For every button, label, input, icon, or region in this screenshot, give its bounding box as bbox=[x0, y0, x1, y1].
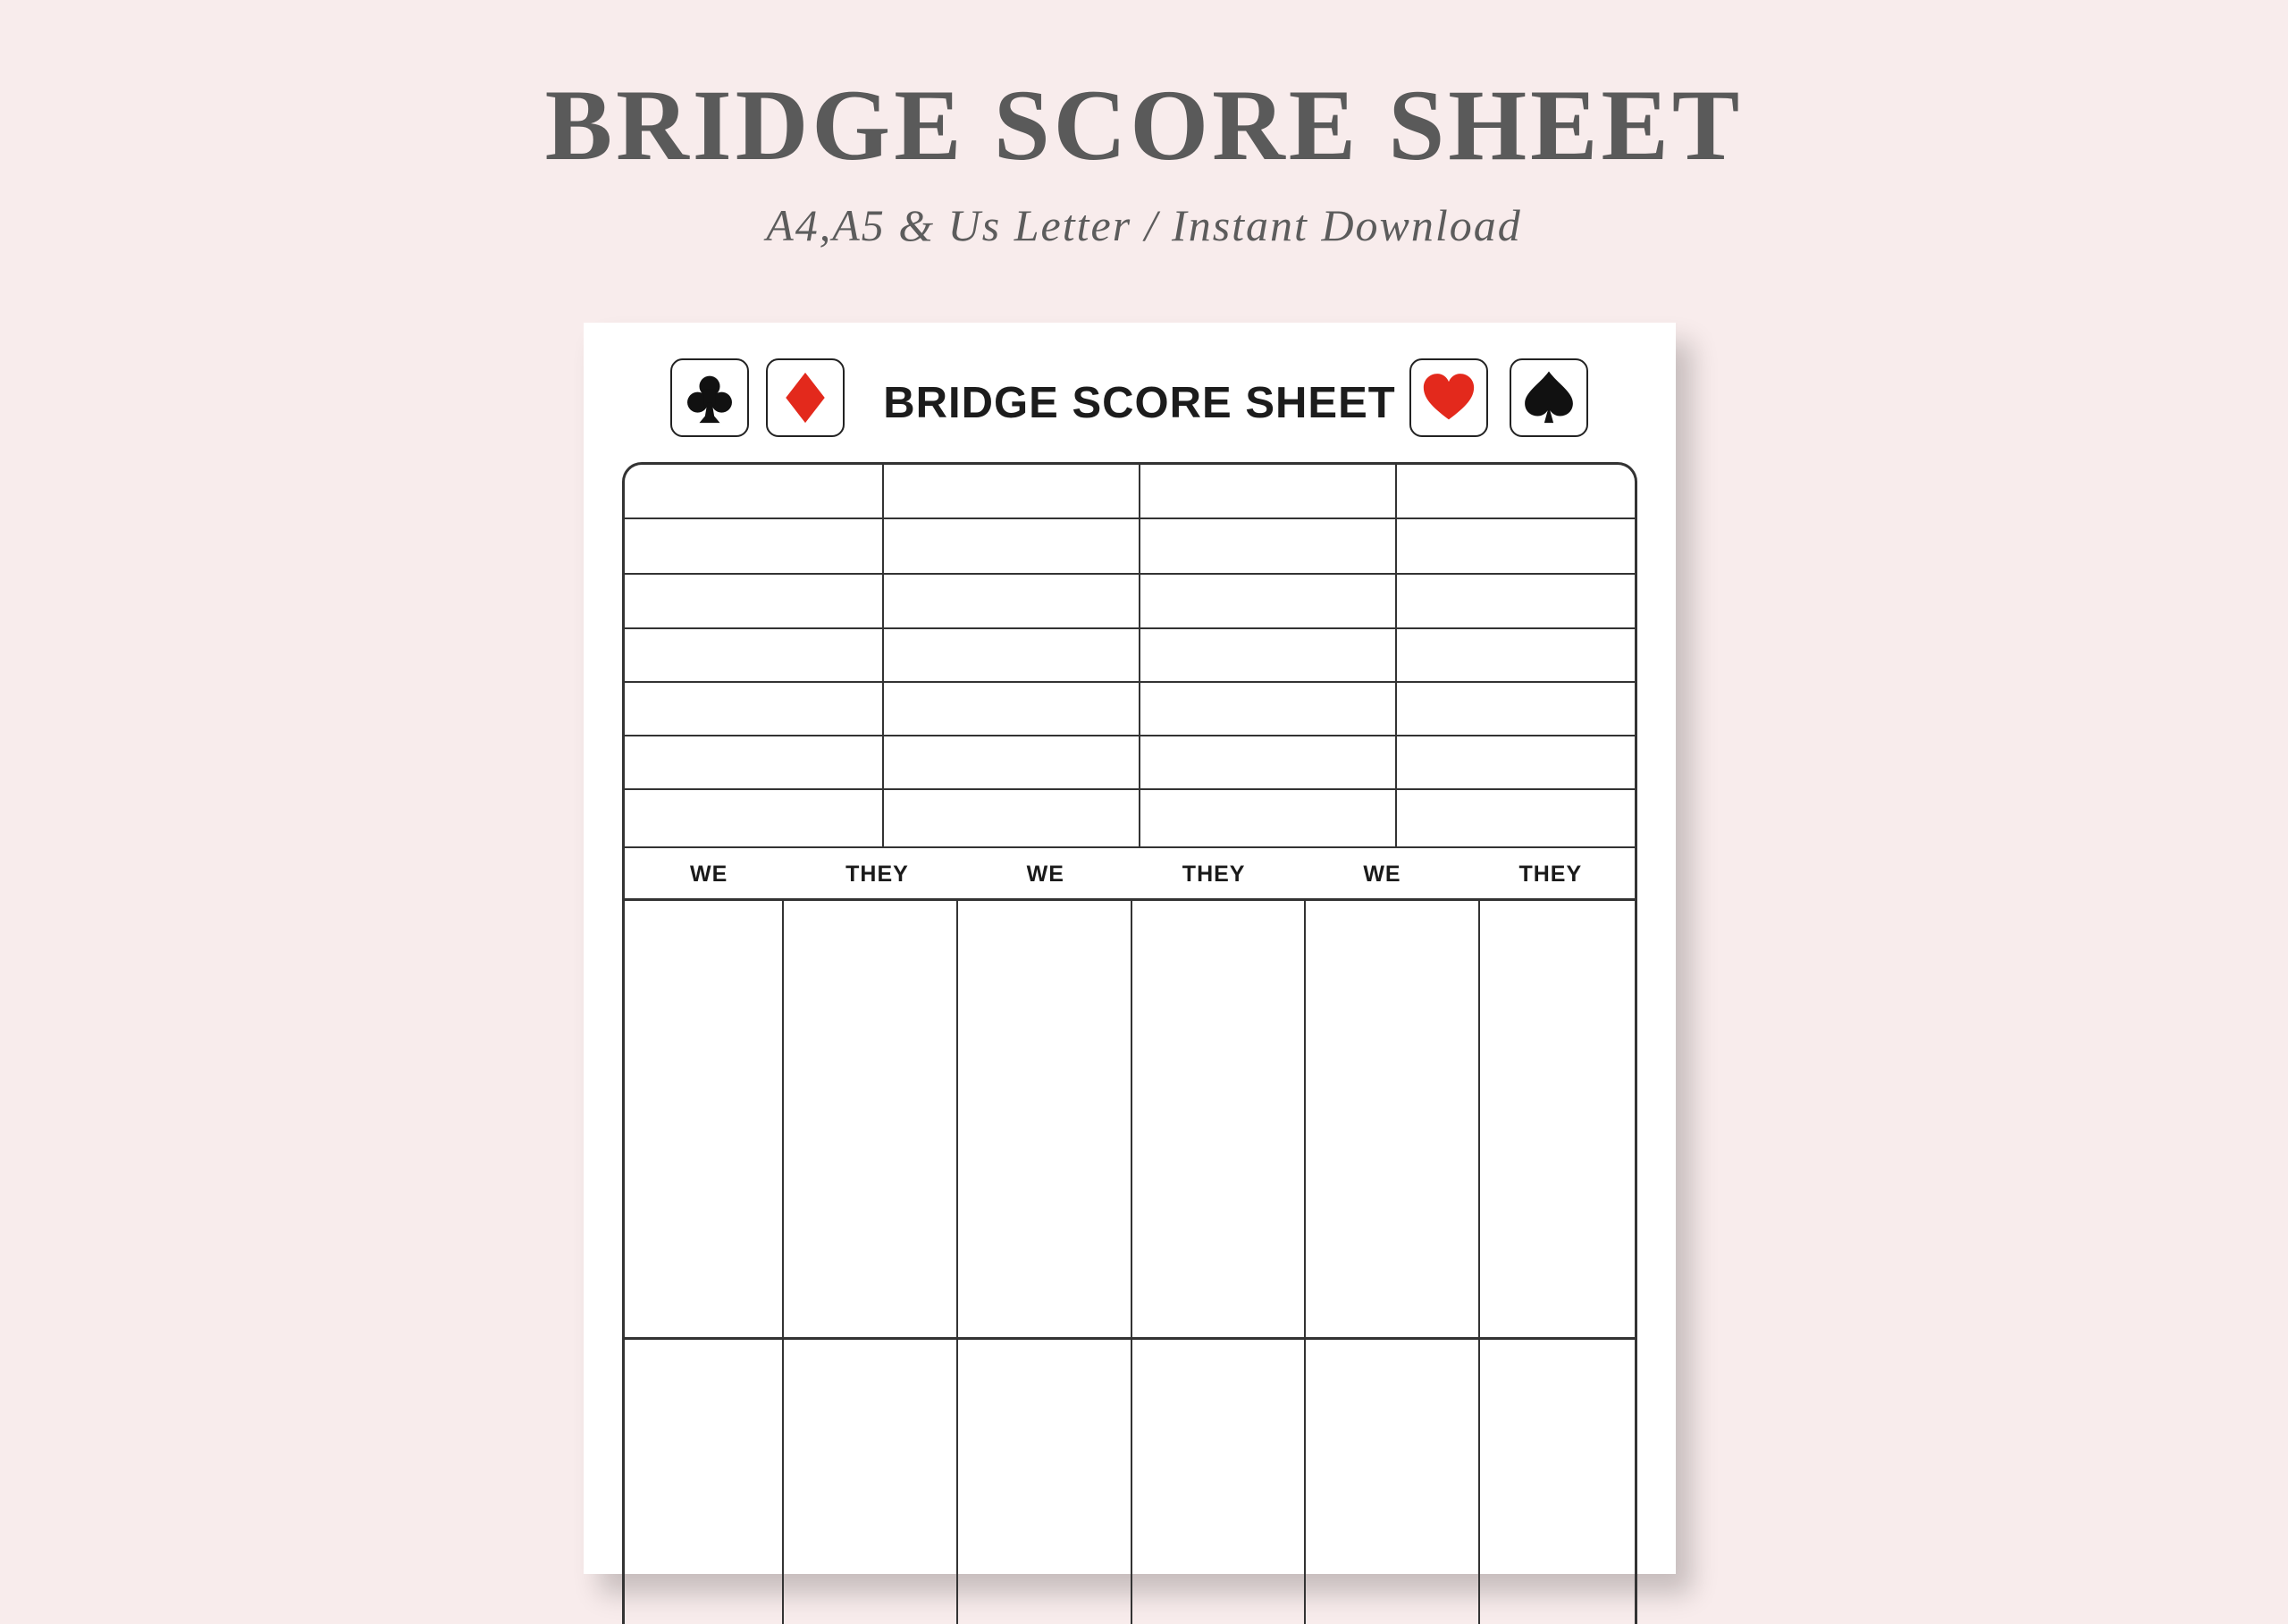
header-row bbox=[625, 629, 1635, 683]
header-cell[interactable] bbox=[625, 575, 884, 627]
header-row bbox=[625, 465, 1635, 519]
header-row bbox=[625, 683, 1635, 736]
header-cell[interactable] bbox=[1140, 629, 1397, 681]
header-cell[interactable] bbox=[1140, 519, 1397, 573]
header-cell[interactable] bbox=[1397, 736, 1635, 788]
score-column[interactable] bbox=[625, 1340, 784, 1624]
header-cell[interactable] bbox=[1397, 465, 1635, 517]
header-cell[interactable] bbox=[625, 519, 884, 573]
score-column[interactable] bbox=[958, 1340, 1132, 1624]
spade-icon bbox=[1510, 358, 1588, 437]
score-column[interactable] bbox=[1480, 1340, 1635, 1624]
score-column[interactable] bbox=[784, 901, 958, 1337]
hero-subtitle: A4,A5 & Us Letter / Instant Download bbox=[766, 200, 1522, 250]
header-cell[interactable] bbox=[1397, 519, 1635, 573]
score-column[interactable] bbox=[958, 901, 1132, 1337]
header-cell[interactable] bbox=[884, 575, 1140, 627]
header-cell[interactable] bbox=[625, 629, 884, 681]
score-column[interactable] bbox=[1306, 1340, 1480, 1624]
score-column[interactable] bbox=[784, 1340, 958, 1624]
header-cell[interactable] bbox=[625, 465, 884, 517]
club-icon bbox=[670, 358, 749, 437]
column-label-we: WE bbox=[1363, 862, 1401, 887]
header-cell[interactable] bbox=[884, 519, 1140, 573]
header-row bbox=[625, 736, 1635, 790]
header-cell[interactable] bbox=[1140, 736, 1397, 788]
header-cell[interactable] bbox=[625, 683, 884, 735]
header-cell[interactable] bbox=[1397, 575, 1635, 627]
header-cell[interactable] bbox=[1397, 683, 1635, 735]
header-cell[interactable] bbox=[884, 736, 1140, 788]
column-label-they: THEY bbox=[1182, 862, 1246, 887]
column-label-we: WE bbox=[1026, 862, 1064, 887]
header-cell[interactable] bbox=[625, 790, 884, 846]
header-cell[interactable] bbox=[1140, 790, 1397, 846]
score-column[interactable] bbox=[1306, 901, 1480, 1337]
heart-icon bbox=[1409, 358, 1488, 437]
score-sheet-page bbox=[584, 323, 1676, 1574]
score-table bbox=[622, 462, 1637, 1624]
diamond-icon bbox=[766, 358, 845, 437]
column-label-they: THEY bbox=[845, 862, 909, 887]
header-cell[interactable] bbox=[884, 790, 1140, 846]
header-row bbox=[625, 575, 1635, 629]
header-cell[interactable] bbox=[1140, 683, 1397, 735]
column-label-we: WE bbox=[690, 862, 728, 887]
sheet-title: BRIDGE SCORE SHEET bbox=[883, 379, 1396, 427]
above-line-scores bbox=[625, 901, 1635, 1340]
score-column[interactable] bbox=[1132, 901, 1306, 1337]
below-line-scores bbox=[625, 1340, 1635, 1624]
header-cell[interactable] bbox=[1140, 575, 1397, 627]
header-cell[interactable] bbox=[1397, 629, 1635, 681]
column-labels-row bbox=[625, 848, 1635, 901]
score-column[interactable] bbox=[1132, 1340, 1306, 1624]
column-label-they: THEY bbox=[1518, 862, 1583, 887]
header-cell[interactable] bbox=[884, 683, 1140, 735]
header-row bbox=[625, 519, 1635, 575]
score-column[interactable] bbox=[625, 901, 784, 1337]
hero-title: BRIDGE SCORE SHEET bbox=[544, 70, 1744, 181]
header-cell[interactable] bbox=[1397, 790, 1635, 846]
header-cell[interactable] bbox=[1140, 465, 1397, 517]
score-column[interactable] bbox=[1480, 901, 1635, 1337]
header-cell[interactable] bbox=[625, 736, 884, 788]
header-cell[interactable] bbox=[884, 465, 1140, 517]
header-cell[interactable] bbox=[884, 629, 1140, 681]
header-row bbox=[625, 790, 1635, 848]
